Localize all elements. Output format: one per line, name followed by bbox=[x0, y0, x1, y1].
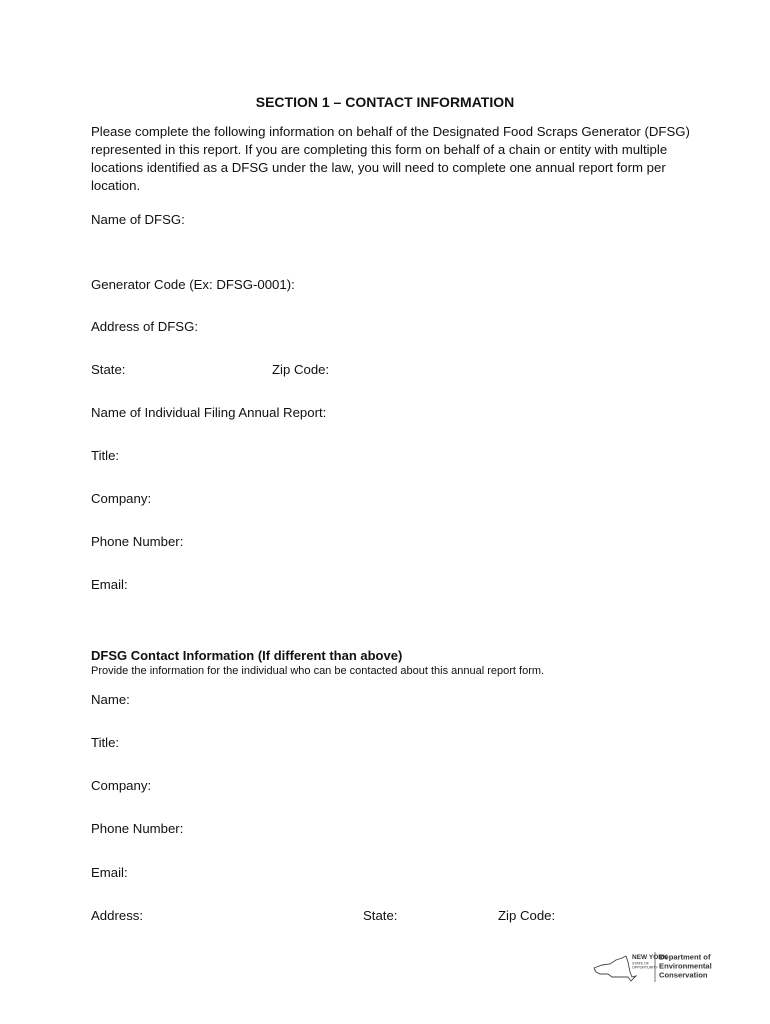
contact-address-label: Address: bbox=[91, 908, 144, 923]
address-of-dfsg-label: Address of DFSG: bbox=[91, 319, 199, 334]
title-label: Title: bbox=[91, 448, 120, 463]
logo-dept-line-2: Environmental bbox=[659, 961, 712, 971]
state-label: State: bbox=[91, 362, 126, 377]
individual-name-label: Name of Individual Filing Annual Report: bbox=[91, 405, 327, 420]
generator-code-label: Generator Code (Ex: DFSG-0001): bbox=[91, 277, 295, 292]
logo-dept-line-1: Department of bbox=[659, 952, 711, 962]
contact-section-heading: DFSG Contact Information (If different than above) bbox=[91, 648, 403, 663]
logo-state-tag-1: STATE OF bbox=[632, 961, 650, 966]
section-title: SECTION 1 – CONTACT INFORMATION bbox=[255, 94, 515, 110]
zip-code-label: Zip Code: bbox=[272, 362, 330, 377]
contact-section-note: Provide the information for the individual who can be contacted about this annual report form. bbox=[91, 665, 545, 677]
phone-number-label: Phone Number: bbox=[91, 534, 184, 549]
contact-company-label: Company: bbox=[91, 778, 152, 793]
contact-title-label: Title: bbox=[91, 735, 120, 750]
contact-name-label: Name: bbox=[91, 692, 130, 707]
nys-dec-logo-graphic bbox=[592, 950, 722, 986]
contact-zip-code-label: Zip Code: bbox=[498, 908, 556, 923]
company-label: Company: bbox=[91, 491, 152, 506]
new-york-state-outline-icon bbox=[594, 956, 636, 981]
contact-phone-label: Phone Number: bbox=[91, 821, 184, 836]
contact-email-label: Email: bbox=[91, 865, 128, 880]
name-of-dfsg-label: Name of DFSG: bbox=[91, 212, 185, 227]
logo-state-tag-2: OPPORTUNITY bbox=[632, 965, 658, 970]
nys-dec-logo bbox=[592, 950, 722, 986]
contact-state-label: State: bbox=[363, 908, 398, 923]
intro-paragraph: Please complete the following information on behalf of the Designated Food Scraps Generator (DFSG) represented in this report. If you are completing this form on behalf of a chain or entity with multiple locations identified as a DFSG under the law, you will need to complete one annual report form per location. bbox=[91, 124, 690, 193]
logo-state-name: NEW YORK bbox=[632, 954, 668, 961]
logo-dept-line-3: Conservation bbox=[659, 970, 708, 980]
email-label: Email: bbox=[91, 577, 128, 592]
